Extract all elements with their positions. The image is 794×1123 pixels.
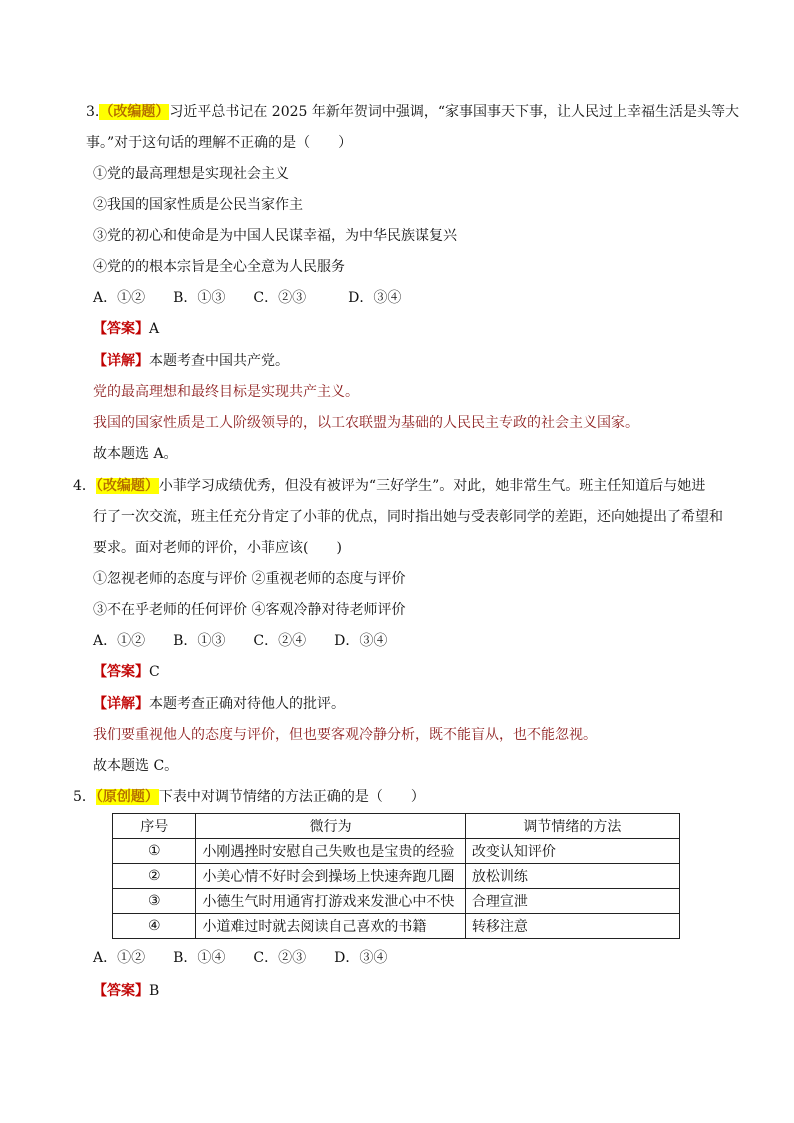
q4-stem2: 行了一次交流，班主任充分肯定了小菲的优点，同时指出她与受表彰同学的差距，还向她提出了希望和 [93, 509, 723, 525]
q4-number: 4． [73, 478, 96, 494]
q5-answer [93, 982, 159, 1000]
q3-detail [93, 352, 289, 370]
q4-explanation-1: 我们要重视他人的态度与评价，但也要客观冷静分析，既不能盲从，也不能忽视。 [93, 727, 597, 743]
table-cell-index: ③ [113, 889, 196, 914]
table-cell-behavior: 小刚遇挫时安慰自己失败也是宝贵的经验 [196, 839, 465, 864]
q4-options: A．①② B．①③ C．②④ D．③④ [93, 633, 388, 649]
table-row [113, 839, 680, 864]
q3-stem1: 习近平总书记在 2025 年新年贺词中强调，“家事国事天下事，让人民过上幸福生活是头等大 [169, 104, 740, 120]
q3-item-4: ④党的的根本宗旨是全心全意为人民服务 [93, 259, 345, 275]
q3-answer-label: 【答案】 [93, 321, 149, 337]
q5-stem-line [73, 788, 425, 806]
table-header-index: 序号 [113, 814, 196, 839]
q3-item-3: ③党的初心和使命是为中国人民谋幸福，为中华民族谋复兴 [93, 228, 457, 244]
q4-stem3: 要求。面对老师的评价，小菲应该( ) [93, 540, 342, 556]
q4-answer [93, 663, 160, 681]
q5-stem: 下表中对调节情绪的方法正确的是（ ） [158, 789, 425, 805]
table-cell-behavior: 小道难过时就去阅读自己喜欢的书籍 [196, 914, 465, 939]
q4-conclusion: 故本题选 C。 [93, 758, 179, 774]
q5-answer-label: 【答案】 [93, 983, 149, 999]
q4-items-2: ③不在乎老师的任何评价 ④客观冷静对待老师评价 [93, 602, 406, 618]
q3-number: 3. [86, 104, 100, 120]
table-cell-method: 合理宣泄 [465, 889, 679, 914]
q3-answer-value: A [149, 321, 160, 337]
table-header-method: 调节情绪的方法 [465, 814, 679, 839]
q5-table [112, 813, 680, 939]
q3-conclusion: 故本题选 A。 [93, 446, 178, 462]
table-header-row [113, 814, 680, 839]
q3-options: A．①② B．①③ C．②③ D．③④ [93, 290, 402, 306]
q4-stem-line1 [73, 477, 705, 495]
q4-items-1: ①忽视老师的态度与评价 ②重视老师的态度与评价 [93, 571, 406, 587]
table-row [113, 889, 680, 914]
q3-tag: （改编题） [99, 104, 170, 120]
q4-answer-value: C [149, 664, 160, 680]
table-cell-behavior: 小德生气时用通宵打游戏来发泄心中不快 [196, 889, 465, 914]
table-cell-index: ② [113, 864, 196, 889]
q5-answer-value: B [149, 983, 160, 999]
table-cell-behavior: 小美心情不好时会到操场上快速奔跑几圈 [196, 864, 465, 889]
table-row [113, 864, 680, 889]
table-cell-method: 改变认知评价 [465, 839, 679, 864]
q3-item-1: ①党的最高理想是实现社会主义 [93, 166, 289, 182]
q3-detail-label: 【详解】 [93, 353, 149, 369]
q4-tag: （改编题） [95, 478, 159, 494]
q4-detail [93, 695, 345, 713]
table-row [113, 914, 680, 939]
q3-detail-text: 本题考查中国共产党。 [149, 353, 289, 369]
q3-explanation-1: 党的最高理想和最终目标是实现共产主义。 [93, 384, 359, 400]
q5-tag: （原创题） [95, 789, 159, 805]
q4-answer-label: 【答案】 [93, 664, 149, 680]
q3-stem2: 事。”对于这句话的理解不正确的是（ ） [86, 135, 353, 151]
q4-stem1: 小菲学习成绩优秀，但没有被评为“三好学生”。对此，她非常生气。班主任知道后与她进 [158, 478, 706, 494]
q4-detail-label: 【详解】 [93, 696, 149, 712]
table-cell-method: 转移注意 [465, 914, 679, 939]
q3-stem-line1 [86, 103, 739, 121]
q5-options: A．①② B．①④ C．②③ D．③④ [93, 950, 388, 966]
table-cell-index: ④ [113, 914, 196, 939]
q3-answer [93, 320, 159, 338]
q4-detail-text: 本题考查正确对待他人的批评。 [149, 696, 345, 712]
q3-item-2: ②我国的国家性质是公民当家作主 [93, 197, 303, 213]
table-cell-index: ① [113, 839, 196, 864]
q3-explanation-2: 我国的国家性质是工人阶级领导的，以工农联盟为基础的人民民主专政的社会主义国家。 [93, 415, 639, 431]
table-cell-method: 放松训练 [465, 864, 679, 889]
q5-number: 5． [73, 789, 96, 805]
table-header-behavior: 微行为 [196, 814, 465, 839]
